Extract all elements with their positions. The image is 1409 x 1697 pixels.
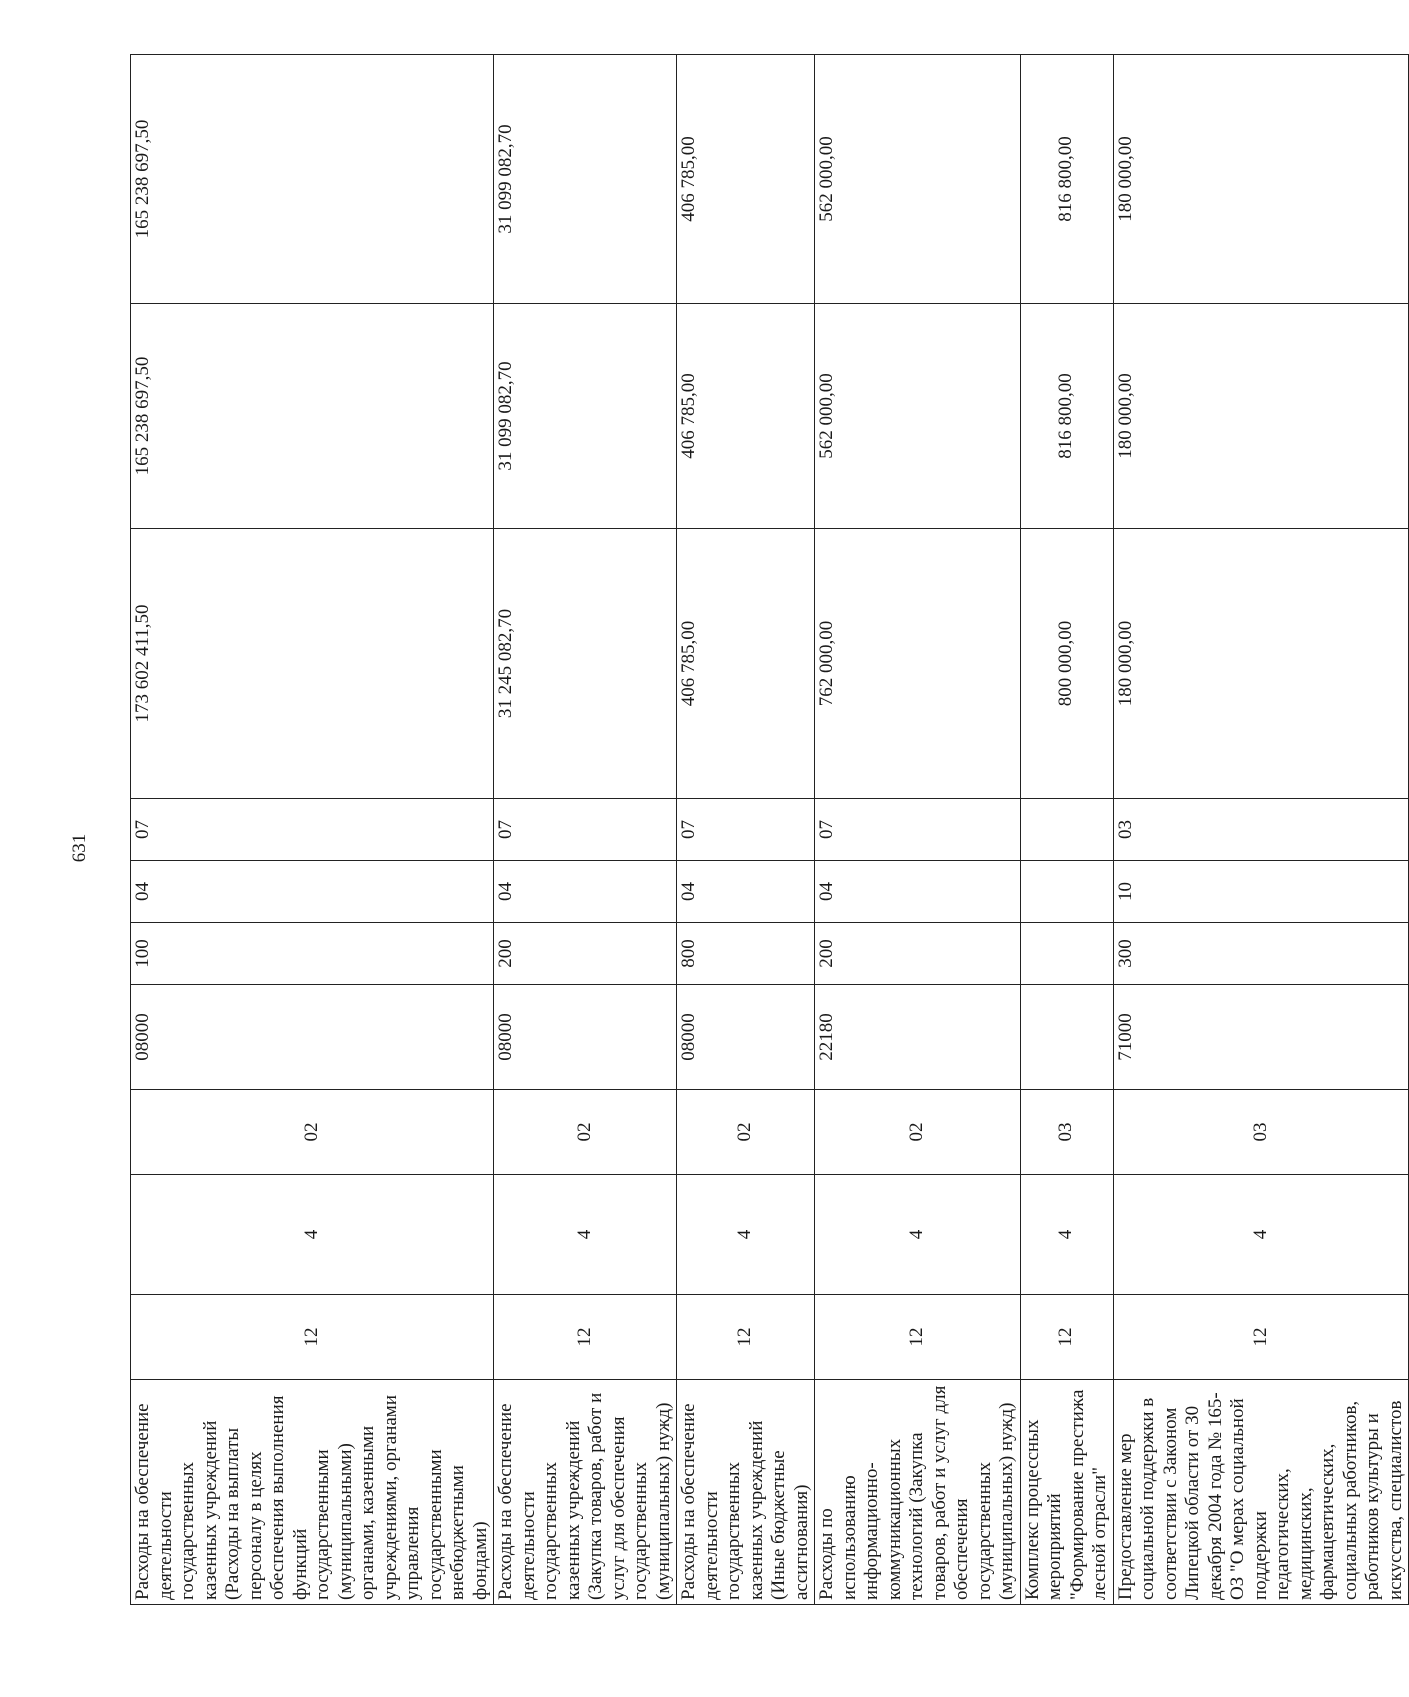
col-3: 02 [131,1090,494,1175]
row-name: Расходы по использованию информационно-коммуникационных технологий (Закупка товаров, работ и услуг для обеспечения государственных (муниципальных) нужд) [815,1380,1021,1605]
col-3: 03 [1020,1090,1113,1175]
amount-3: 165 238 697,50 [131,55,494,304]
amount-3: 180 000,00 [1113,55,1409,304]
amount-2: 562 000,00 [815,304,1021,529]
amount-2: 406 785,00 [677,304,815,529]
col-3: 02 [815,1090,1021,1175]
col-2: 4 [494,1175,677,1295]
col-6: 04 [815,861,1021,923]
table-row [677,55,815,1605]
col-6: 04 [494,861,677,923]
rotated-budget-table [130,55,1406,1605]
col-3: 03 [1113,1090,1409,1175]
col-1: 12 [494,1295,677,1380]
amount-1: 406 785,00 [677,529,815,799]
col-5: 200 [494,923,677,985]
col-2: 4 [1020,1175,1113,1295]
col-6: 10 [1113,861,1409,923]
col-6 [1020,861,1113,923]
col-5: 300 [1113,923,1409,985]
col-2: 4 [131,1175,494,1295]
amount-3: 406 785,00 [677,55,815,304]
col-3: 02 [494,1090,677,1175]
col-7: 07 [815,799,1021,861]
amount-1: 800 000,00 [1020,529,1113,799]
col-5 [1020,923,1113,985]
table-row [1113,55,1409,1605]
amount-3: 562 000,00 [815,55,1021,304]
amount-2: 816 800,00 [1020,304,1113,529]
table-row [815,55,1021,1605]
col-1: 12 [1113,1295,1409,1380]
col-7: 07 [677,799,815,861]
row-name: Расходы на обеспечение деятельности государственных казенных учреждений (Закупка товаров, работ и услуг для обеспечения государственных (муниципальных) нужд) [494,1380,677,1605]
col-4: 71000 [1113,985,1409,1090]
amount-3: 31 099 082,70 [494,55,677,304]
col-4: 08000 [677,985,815,1090]
col-1: 12 [677,1295,815,1380]
row-name: Комплекс процессных мероприятий "Формирование престижа лесной отрасли" [1020,1380,1113,1605]
col-2: 4 [677,1175,815,1295]
row-name: Предоставление мер социальной поддержки в соответствии с Законом Липецкой области от 30 декабря 2004 года № 165-ОЗ "О мерах социальной поддержки педагогических, медицинских, фармацевтических, социальных работников, работников культуры и искусства, специалистов [1113,1380,1409,1605]
amount-1: 31 245 082,70 [494,529,677,799]
col-6: 04 [131,861,494,923]
amount-2: 31 099 082,70 [494,304,677,529]
table-row [494,55,677,1605]
col-7: 03 [1113,799,1409,861]
col-4: 08000 [494,985,677,1090]
col-7: 07 [131,799,494,861]
col-4: 08000 [131,985,494,1090]
page-number: 631 [69,833,90,863]
table-row [131,55,494,1605]
col-3: 02 [677,1090,815,1175]
col-1: 12 [815,1295,1021,1380]
col-5: 200 [815,923,1021,985]
col-1: 12 [1020,1295,1113,1380]
col-2: 4 [815,1175,1021,1295]
amount-1: 762 000,00 [815,529,1021,799]
col-2: 4 [1113,1175,1409,1295]
col-5: 100 [131,923,494,985]
amount-1: 180 000,00 [1113,529,1409,799]
amount-2: 180 000,00 [1113,304,1409,529]
col-7: 07 [494,799,677,861]
amount-2: 165 238 697,50 [131,304,494,529]
col-1: 12 [131,1295,494,1380]
amount-3: 816 800,00 [1020,55,1113,304]
row-name: Расходы на обеспечение деятельности государственных казенных учреждений (Иные бюджетные ассигнования) [677,1380,815,1605]
budget-table [130,54,1409,1605]
col-5: 800 [677,923,815,985]
amount-1: 173 602 411,50 [131,529,494,799]
col-4: 22180 [815,985,1021,1090]
row-name: Расходы на обеспечение деятельности государственных казенных учреждений (Расходы на выплаты персоналу в целях обеспечения выполнения функций государственными (муниципальными) органами, казенными учреждениями, органами управления государственными внебюджетными фондами) [131,1380,494,1605]
col-6: 04 [677,861,815,923]
table-row [1020,55,1113,1605]
col-4 [1020,985,1113,1090]
col-7 [1020,799,1113,861]
